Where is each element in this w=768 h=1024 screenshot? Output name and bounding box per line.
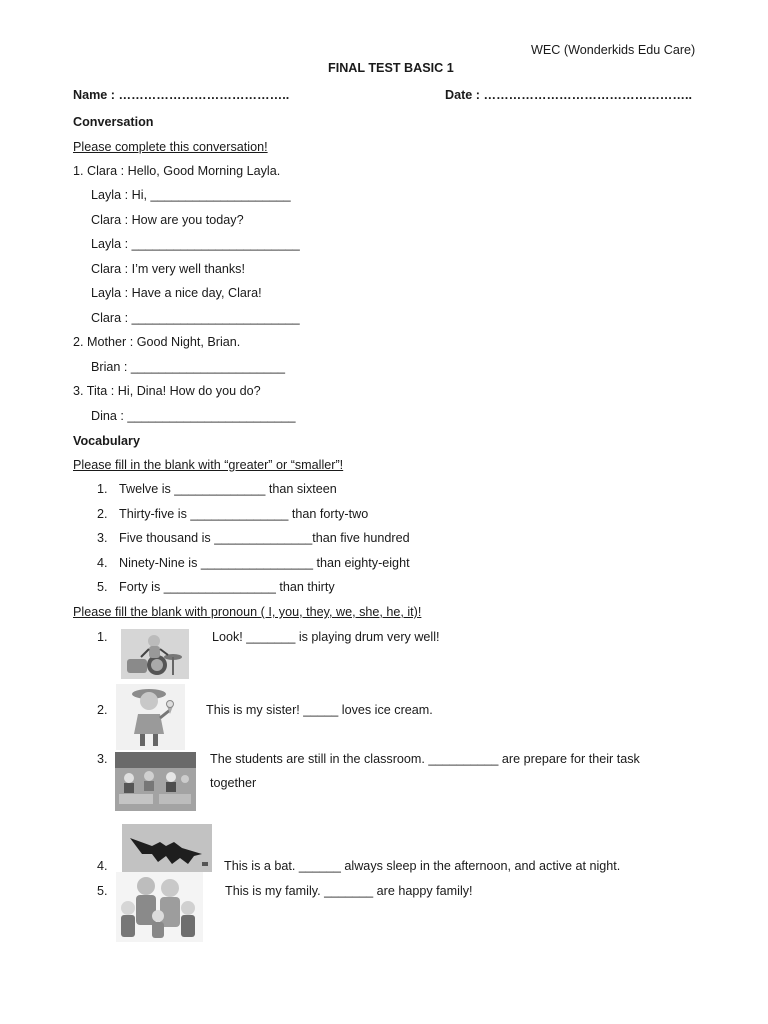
conversation-line: 2. Mother : Good Night, Brian. bbox=[73, 335, 241, 349]
name-field: Name : ………………………………….. bbox=[73, 88, 290, 102]
pronoun-item-number: 5. bbox=[97, 884, 108, 898]
pronoun-item-number: 3. bbox=[97, 752, 108, 766]
pronoun-item-text: This is my sister! _____ loves ice cream. bbox=[206, 703, 433, 717]
vocab-item-number: 4. bbox=[97, 556, 108, 570]
girl-ice-cream-picture bbox=[116, 684, 185, 750]
date-field: Date : ………………………………………….. bbox=[445, 88, 692, 102]
conversation-line: Brian : ______________________ bbox=[91, 360, 285, 374]
page-title: FINAL TEST BASIC 1 bbox=[328, 61, 454, 75]
conversation-line: Dina : ________________________ bbox=[91, 409, 296, 423]
vocabulary-heading: Vocabulary bbox=[73, 434, 140, 448]
vocab-item-text: Ninety-Nine is ________________ than eighty-eight bbox=[119, 556, 410, 570]
conversation-line: Clara : I’m very well thanks! bbox=[91, 262, 245, 276]
classroom-picture bbox=[115, 752, 196, 811]
vocab-item-number: 3. bbox=[97, 531, 108, 545]
family-picture bbox=[116, 872, 203, 942]
vocabulary-instruction: Please fill in the blank with “greater” or “smaller”! bbox=[73, 458, 344, 472]
pronoun-item-number: 2. bbox=[97, 703, 108, 717]
pronoun-item-text: Look! _______ is playing drum very well! bbox=[212, 630, 440, 644]
conversation-line: Clara : ________________________ bbox=[91, 311, 300, 325]
vocab-item-text: Forty is ________________ than thirty bbox=[119, 580, 335, 594]
organization-name: WEC (Wonderkids Edu Care) bbox=[531, 43, 696, 57]
vocab-item-number: 1. bbox=[97, 482, 108, 496]
pronoun-instruction: Please fill the blank with pronoun ( I, you, they, we, she, he, it)! bbox=[73, 605, 422, 619]
vocab-item-text: Five thousand is ______________than five hundred bbox=[119, 531, 410, 545]
pronoun-item-text: The students are still in the classroom. __________ are prepare for their task bbox=[210, 752, 640, 766]
conversation-instruction: Please complete this conversation! bbox=[73, 140, 268, 154]
conversation-line: Layla : Hi, ____________________ bbox=[91, 188, 291, 202]
conversation-line: 3. Tita : Hi, Dina! How do you do? bbox=[73, 384, 261, 398]
pronoun-item-number: 4. bbox=[97, 859, 108, 873]
conversation-heading: Conversation bbox=[73, 115, 154, 129]
pronoun-item-number: 1. bbox=[97, 630, 108, 644]
vocab-item-text: Twelve is _____________ than sixteen bbox=[119, 482, 337, 496]
conversation-line: Clara : How are you today? bbox=[91, 213, 244, 227]
drummer-picture bbox=[121, 629, 189, 679]
pronoun-item-text: This is my family. _______ are happy family! bbox=[225, 884, 473, 898]
pronoun-item-text-continued: together bbox=[210, 776, 257, 790]
vocab-item-number: 5. bbox=[97, 580, 108, 594]
bat-picture bbox=[122, 824, 212, 872]
conversation-line: Layla : Have a nice day, Clara! bbox=[91, 286, 262, 300]
conversation-line: 1. Clara : Hello, Good Morning Layla. bbox=[73, 164, 281, 178]
pronoun-item-text: This is a bat. ______ always sleep in the afternoon, and active at night. bbox=[224, 859, 621, 873]
conversation-line: Layla : ________________________ bbox=[91, 237, 300, 251]
vocab-item-text: Thirty-five is ______________ than forty-two bbox=[119, 507, 369, 521]
vocab-item-number: 2. bbox=[97, 507, 108, 521]
